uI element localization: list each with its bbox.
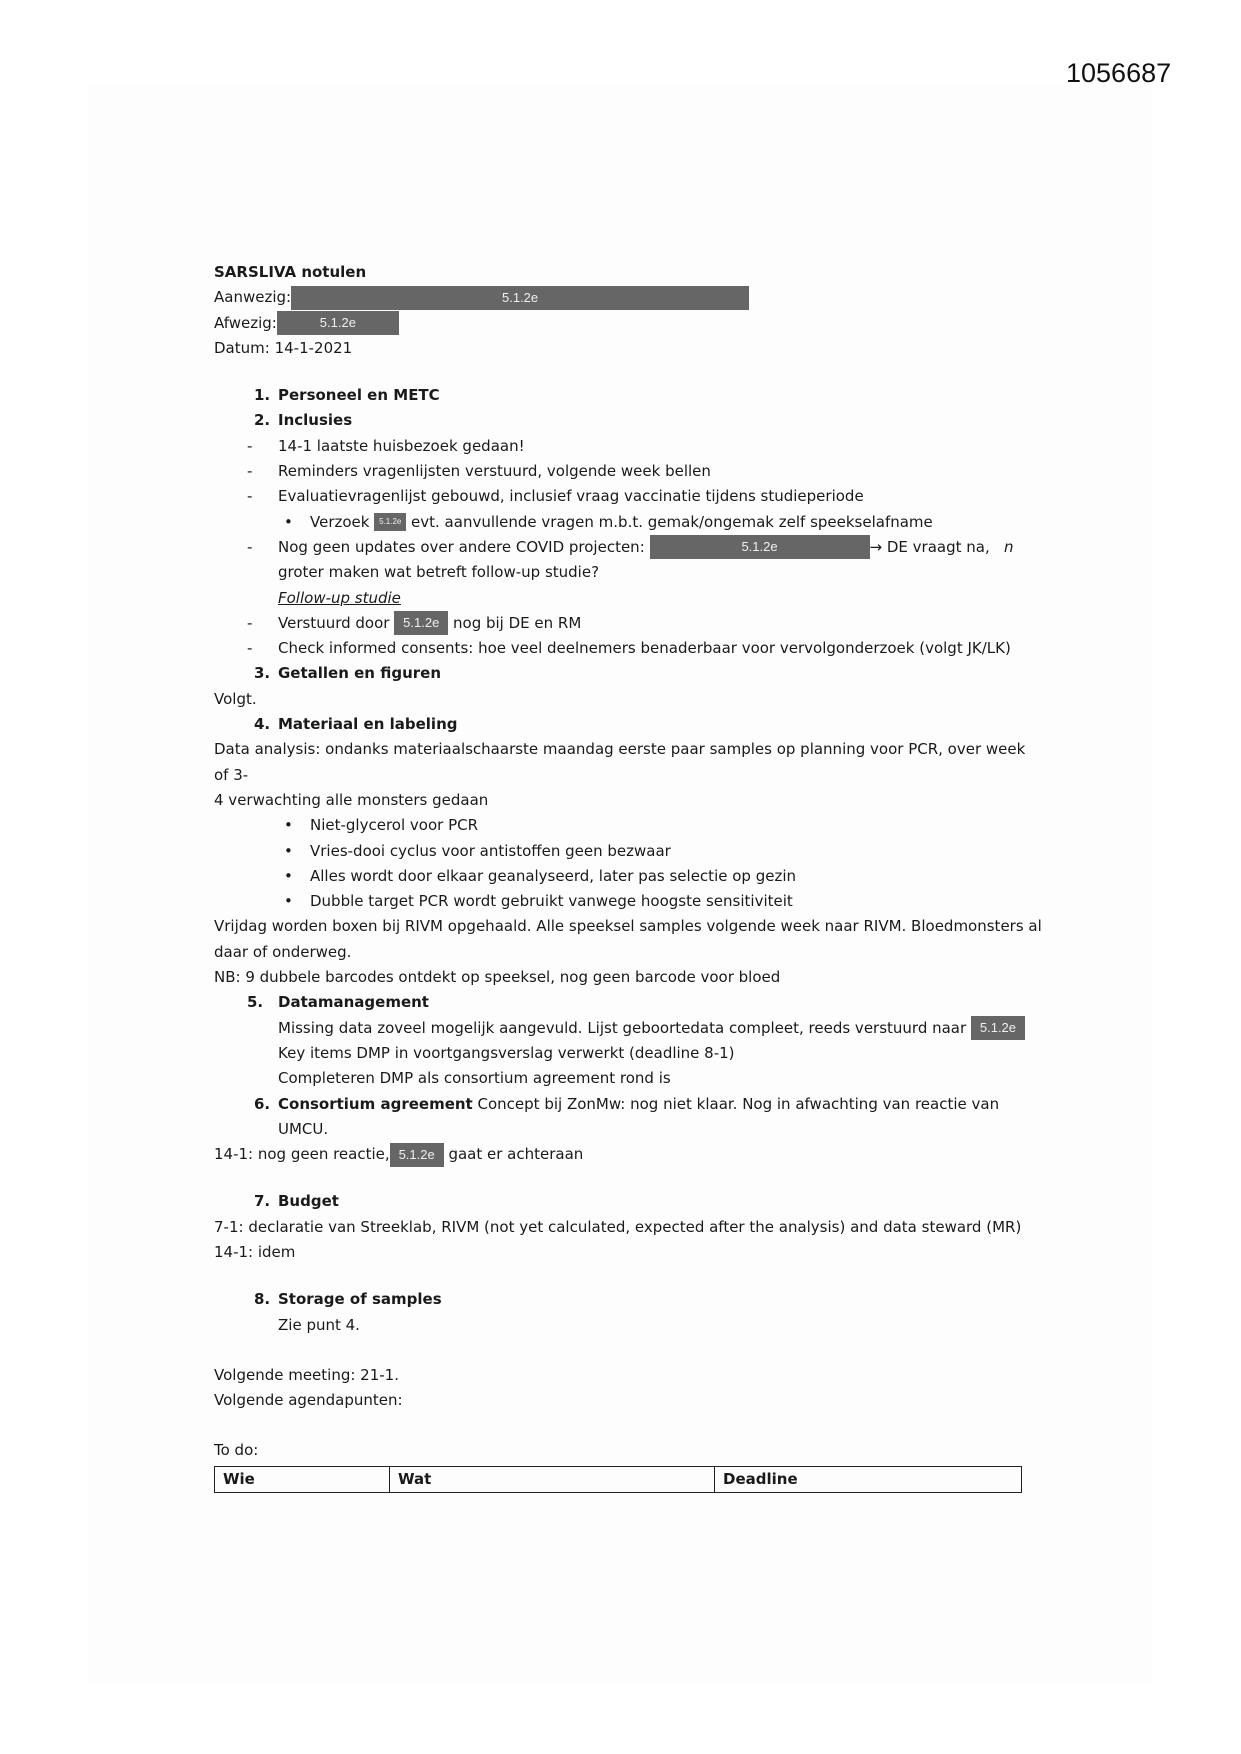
list-item-text: Verzoek <box>310 512 370 531</box>
redaction-block: 5.1.2e <box>291 286 749 310</box>
list-item-text: evt. aanvullende vragen m.b.t. gemak/ongemak zelf speekselafname <box>411 512 933 531</box>
dash-marker: - <box>247 462 253 481</box>
dash-marker: - <box>247 639 253 658</box>
followup-heading <box>214 586 1044 611</box>
dash-marker: - <box>247 436 253 455</box>
item-title: Storage of samples <box>278 1290 442 1309</box>
column-header-deadline: Deadline <box>715 1466 1022 1492</box>
meeting-notes <box>214 260 1044 1493</box>
list-item-text: Verstuurd door <box>278 613 390 632</box>
bullet-item <box>214 839 1044 864</box>
list-item <box>214 484 1044 509</box>
paragraph: NB: 9 dubbele barcodes ontdekt op speeksel, nog geen barcode voor bloed <box>214 968 781 987</box>
column-header-wat: Wat <box>390 1466 715 1492</box>
table-header-row <box>215 1466 1022 1492</box>
meeting-date: Datum: 14-1-2021 <box>214 338 353 357</box>
list-item <box>214 459 1044 484</box>
bullet-item <box>214 510 1044 535</box>
column-header-wie: Wie <box>215 1466 390 1492</box>
followup-text: Follow-up studie <box>278 588 401 607</box>
next-meeting: Volgende meeting: 21-1. <box>214 1365 399 1384</box>
dash-marker: - <box>247 613 253 632</box>
list-item-text: 14-1 laatste huisbezoek gedaan! <box>278 436 525 455</box>
bullet-marker: • <box>284 892 293 911</box>
paragraph: 4 verwachting alle monsters gedaan <box>214 790 489 809</box>
list-item-text: Dubble target PCR wordt gebruikt vanwege hoogste sensitiviteit <box>310 892 793 911</box>
paragraph: Completeren DMP als consortium agreement rond is <box>278 1069 671 1088</box>
agenda-item-8 <box>214 1287 1044 1312</box>
paragraph <box>214 1016 1044 1041</box>
list-item-text: Vries-dooi cyclus voor antistoffen geen bezwaar <box>310 841 671 860</box>
bullet-marker: • <box>284 816 293 835</box>
paragraph: daar of onderweg. <box>214 942 352 961</box>
todo-label: To do: <box>214 1441 259 1460</box>
redaction-block: 5.1.2e <box>971 1016 1025 1040</box>
paragraph: 7-1: declaratie van Streeklab, RIVM (not yet calculated, expected after the analysis) and data steward (MR) <box>214 1217 1022 1236</box>
spacer <box>214 1338 1044 1363</box>
agenda-item-3 <box>214 661 1044 686</box>
agenda-item-7 <box>214 1189 1044 1214</box>
redaction-block: 5.1.2e <box>277 311 399 335</box>
paragraph: Vrijdag worden boxen bij RIVM opgehaald. Alle speeksel samples volgende week naar RIVM. Bloedmonsters al <box>214 917 1042 936</box>
item-title: Datamanagement <box>278 993 429 1012</box>
item-number: 4. <box>254 715 271 734</box>
item-title: Materiaal en labeling <box>278 715 458 734</box>
spacer <box>214 1413 1044 1438</box>
attendees-line <box>214 285 1044 310</box>
spacer <box>214 1167 1044 1189</box>
item-number: 6. <box>254 1094 271 1113</box>
bullet-item <box>214 864 1044 889</box>
redaction-block: 5.1.2e <box>374 513 406 531</box>
dash-marker: - <box>247 487 253 506</box>
next-agenda-points: Volgende agendapunten: <box>214 1391 403 1410</box>
list-item <box>214 636 1044 661</box>
item-number: 5. <box>247 993 264 1012</box>
paragraph <box>214 1142 1044 1167</box>
list-item-text: → DE vraagt na, <box>869 537 990 556</box>
list-item <box>214 611 1044 636</box>
list-item-text: n <box>1004 537 1014 556</box>
paragraph: Volgt. <box>214 689 257 708</box>
paragraph-text: gaat er achteraan <box>448 1145 584 1164</box>
list-item-text: Reminders vragenlijsten verstuurd, volgende week bellen <box>278 462 711 481</box>
list-item-text: Evaluatievragenlijst gebouwd, inclusief vraag vaccinatie tijdens studieperiode <box>278 487 864 506</box>
agenda-item-5 <box>214 990 1044 1015</box>
item-number: 8. <box>254 1290 271 1309</box>
bullet-item <box>214 889 1044 914</box>
agenda-item-6 <box>214 1092 1044 1143</box>
spacer <box>214 1265 1044 1287</box>
item-number: 2. <box>254 411 271 430</box>
spacer <box>214 361 1044 383</box>
bullet-marker: • <box>284 841 293 860</box>
paragraph: 14-1: idem <box>214 1242 296 1261</box>
paragraph: Key items DMP in voortgangsverslag verwerkt (deadline 8-1) <box>278 1043 735 1062</box>
item-number: 7. <box>254 1192 271 1211</box>
agenda-item-4 <box>214 712 1044 737</box>
list-item-continuation: groter maken wat betreft follow-up studie? <box>278 563 600 582</box>
dash-marker: - <box>247 537 253 556</box>
paragraph-text: 14-1: nog geen reactie, <box>214 1145 390 1164</box>
item-number: 3. <box>254 664 271 683</box>
document-id: 1056687 <box>1066 58 1172 88</box>
redaction-block: 5.1.2e <box>394 611 448 635</box>
todo-table <box>214 1466 1022 1493</box>
item-number: 1. <box>254 386 271 405</box>
bullet-marker: • <box>284 512 293 531</box>
paragraph: Data analysis: ondanks materiaalschaarste maandag eerste paar samples op planning voor PCR, over week of 3- <box>214 740 1026 784</box>
paragraph-text: Missing data zoveel mogelijk aangevuld. Lijst geboortedata compleet, reeds verstuurd naar <box>278 1018 967 1037</box>
item-title: Consortium agreement <box>278 1094 473 1113</box>
absentees-line <box>214 311 1044 336</box>
paragraph: Zie punt 4. <box>278 1315 360 1334</box>
bullet-item <box>214 813 1044 838</box>
agenda-item-2 <box>214 408 1044 433</box>
document-title: SARSLIVA notulen <box>214 263 367 281</box>
attendees-label: Aanwezig: <box>214 288 292 307</box>
item-title: Getallen en figuren <box>278 664 441 683</box>
absentees-label: Afwezig: <box>214 313 277 332</box>
item-title: Budget <box>278 1192 339 1211</box>
item-text: Concept bij ZonMw: nog niet klaar. Nog in afwachting van reactie van UMCU. <box>278 1094 1000 1138</box>
bullet-marker: • <box>284 866 293 885</box>
list-item-text: nog bij DE en RM <box>453 613 582 632</box>
list-item-text: Nog geen updates over andere COVID projecten: <box>278 537 645 556</box>
list-item <box>214 535 1044 560</box>
item-title: Personeel en METC <box>278 386 440 405</box>
item-title: Inclusies <box>278 411 353 430</box>
redaction-block: 5.1.2e <box>650 535 870 559</box>
list-item-text: Niet-glycerol voor PCR <box>310 816 479 835</box>
list-item-text: Check informed consents: hoe veel deelnemers benaderbaar voor vervolgonderzoek (volgt JK/LK) <box>278 639 1011 658</box>
agenda-item-1 <box>214 383 1044 408</box>
list-item-text: Alles wordt door elkaar geanalyseerd, later pas selectie op gezin <box>310 866 796 885</box>
redaction-block: 5.1.2e <box>390 1143 444 1167</box>
list-item <box>214 434 1044 459</box>
